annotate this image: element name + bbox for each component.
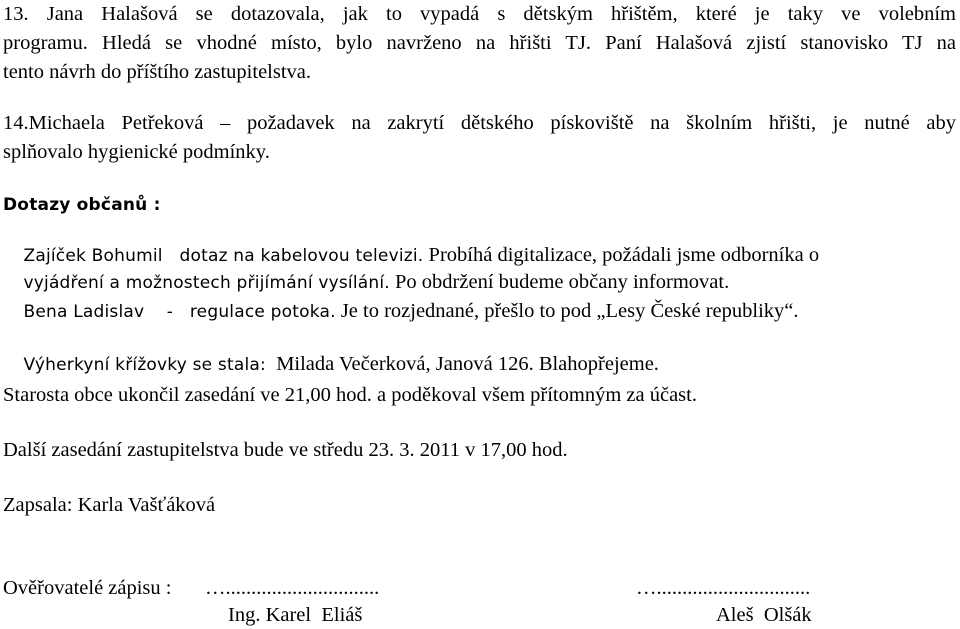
zajicek-answer-3: Po obdržení budeme občany informovat. [395,271,730,293]
recorded-by-line: Zapsala: Karla Vašťáková [3,494,216,516]
crossword-winner: Milada Večerková, Janová 126. Blahopřejeme. [276,353,659,375]
zajicek-name: Zajíček Bohumil [23,246,163,266]
bena-dash: - [166,302,174,322]
verifier-left-name: Ing. Karel Eliáš [228,604,363,626]
zajicek-query: dotaz na kabelovou televizi. [179,246,424,266]
item-13-line-3: tento návrh do příštího zastupitelstva. [3,61,312,83]
item-13-line-1: 13. Jana Halašová se dotazovala, jak to vypadá s dětským hřištěm, které je taky ve volebním [3,3,956,25]
item-14-line-1: 14.Michaela Petřeková – požadavek na zakrytí dětského pískoviště na školním hřišti, je nutné aby [3,112,956,134]
item-13-line-2: programu. Hledá se vhodné místo, bylo navrženo na hřišti TJ. Paní Halašová zjistí stanovisko TJ na [3,32,956,54]
next-meeting-line: Další zasedání zastupitelstva bude ve středu 23. 3. 2011 v 17,00 hod. [3,439,568,461]
verifier-right-signature-dots: ….............................. [636,577,811,599]
zajicek-answer-1: Probíhá digitalizace, požádali jsme odborníka o [428,244,820,266]
crossword-label: Výherkyní křížovky se stala: [23,355,266,375]
bena-query: regulace potoka. [189,302,336,322]
zajicek-answer-2: vyjádření a možnostech přijímání vysílání. [23,273,390,293]
verifiers-label: Ověřovatelé zápisu : [3,577,172,599]
item-14-line-2: splňovalo hygienické podmínky. [3,141,270,163]
verifier-left-signature-dots: ….............................. [205,577,380,599]
verifier-right-name: Aleš Olšák [716,604,812,626]
closing-line: Starosta obce ukončil zasedání ve 21,00 hod. a poděkoval všem přítomným za účast. [3,384,697,406]
bena-answer: Je to rozjednané, přešlo to pod „Lesy České republiky“. [340,300,799,322]
citizens-heading: Dotazy občanů : [3,195,161,215]
bena-name: Bena Ladislav [23,302,145,322]
